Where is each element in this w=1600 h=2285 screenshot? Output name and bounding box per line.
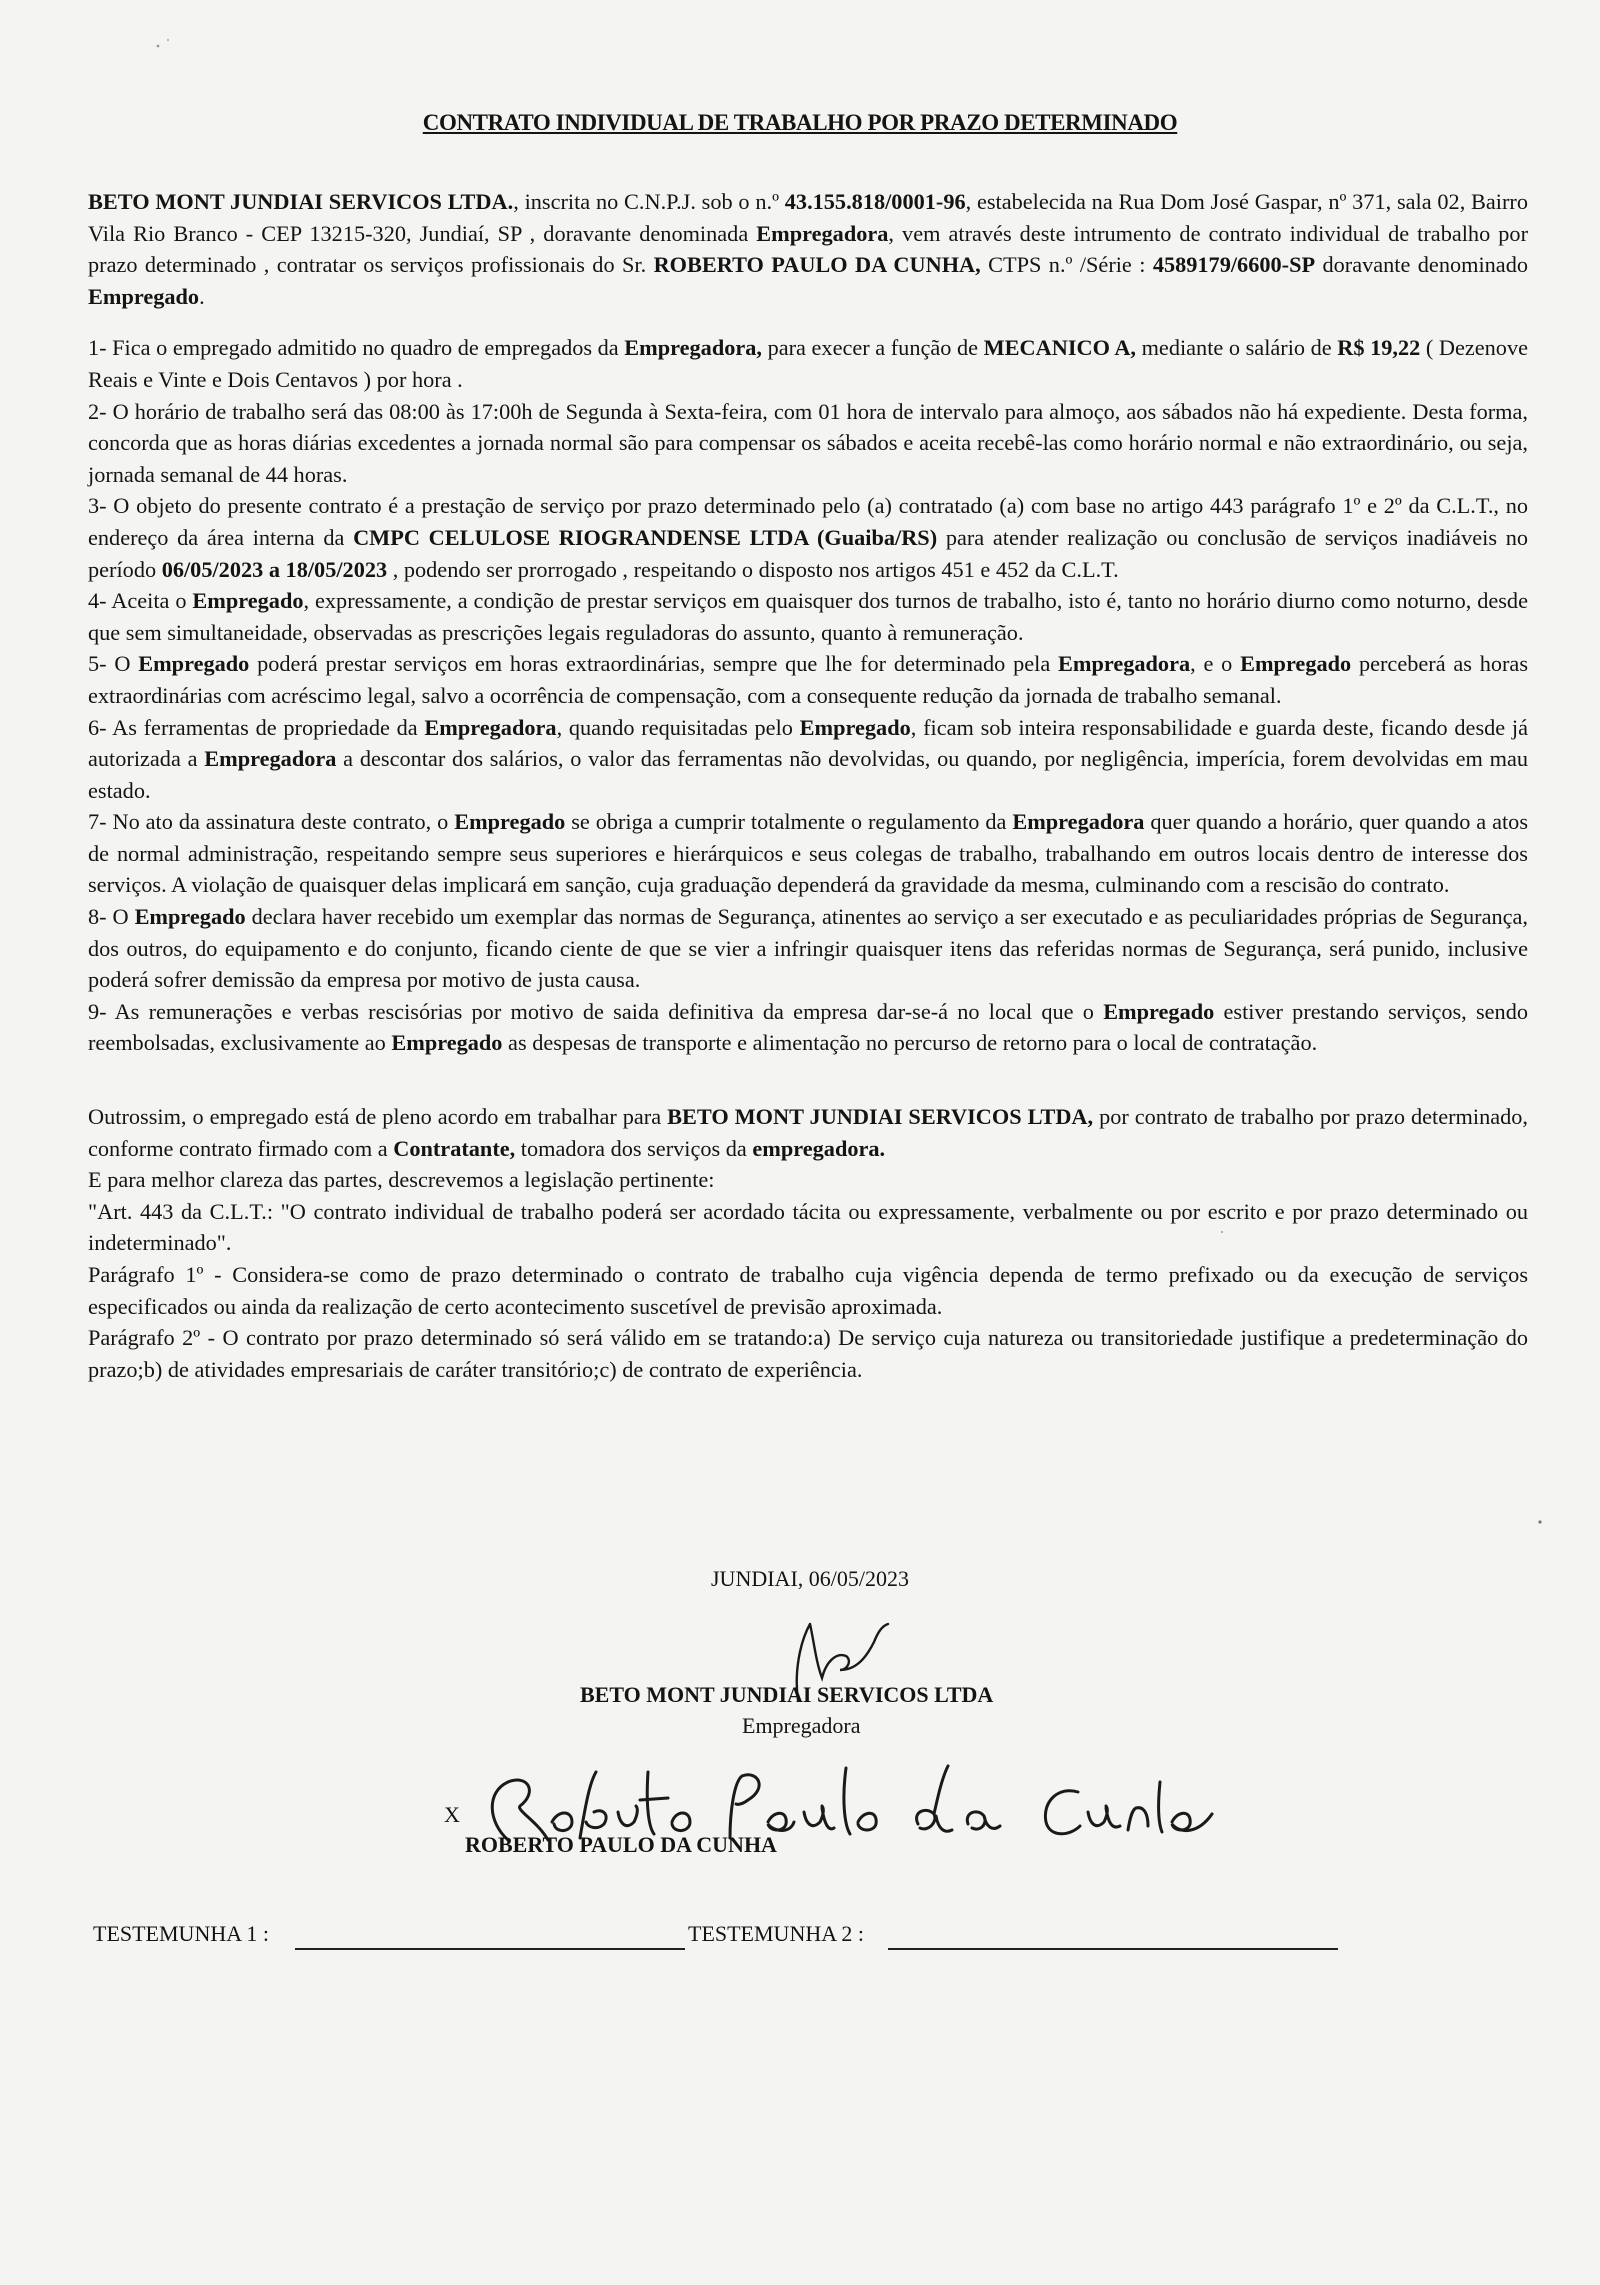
witness-2-label: TESTEMUNHA 2 : [688,1921,864,1946]
clause-1: 1- Fica o empregado admitido no quadro de empregados da Empregadora, para execer a função de MECANICO A, mediante o salário de R$ 19,22 ( Dezenove Reais e Vinte e Dois Centavos ) por hora . [88,335,1529,392]
intro-paragraph: BETO MONT JUNDIAI SERVICOS LTDA., inscrita no C.N.P.J. sob o n.º 43.155.818/0001-96, estabelecida na Rua Dom José Gaspar, nº 371, sala 02, Bairro Vila Rio Branco - CEP 13215-320, Jundiaí, SP , doravante denominada Empregadora, vem através deste intrumento de contrato individual de trabalho por prazo determinado , contratar os serviços profissionais do Sr. ROBERTO PAULO DA CUNHA, CTPS n.º /Série : 4589179/6600-SP doravante denominado Empregado. [88,189,1528,309]
legislation-paragraph-1: Parágrafo 1º - Considera-se como de prazo determinado o contrato de trabalho cuja vigência dependa de termo prefixado ou da execução de serviços especificados ou ainda da realização de certo acontecimento suscetível de previsão aproximada. [88,1262,1528,1319]
contract-body [88,186,1528,1385]
clause-9: 9- As remunerações e verbas rescisórias por motivo de saida definitiva da empresa dar-se-á no local que o Empregado estiver prestando serviços, sendo reembolsadas, exclusivamente ao Empregado as despesas de transporte e alimentação no percurso de retorno para o local de contratação. [88,998,1528,1056]
clause-5: 5- O Empregado poderá prestar serviços em horas extraordinárias, sempre que lhe for determinado pela Empregadora, e o Empregado perceberá as horas extraordinárias com acréscimo legal, salvo a ocorrência de compensação, com a consequente redução da jornada de trabalho semanal. [88,651,1529,708]
witness-1-signature-line [295,1948,685,1950]
signature-x-mark: X [444,1802,460,1827]
closing-paragraph: Outrossim, o empregado está de pleno acordo em trabalhar para BETO MONT JUNDIAI SERVICOS LTDA, por contrato de trabalho por prazo determinado, conforme contrato firmado com a Contratante, tomadora dos serviços da empregadora. [88,1104,1529,1161]
legislation-paragraph-2: Parágrafo 2º - O contrato por prazo determinado só será válido em se tratando:a) De serviço cuja natureza ou transitoriedade justifique a predeterminação do prazo;b) de atividades empresariais de caráter transitório;c) de contrato de experiência. [88,1325,1528,1382]
witness-2-signature-line [888,1948,1338,1950]
legislation-art-443: "Art. 443 da C.L.T.: "O contrato individual de trabalho poderá ser acordado tácita ou expressamente, verbalmente ou por escrito e por prazo determinado ou indeterminado". [88,1198,1528,1256]
employer-company-name: BETO MONT JUNDIAI SERVICOS LTDA [580,1682,994,1707]
clause-7: 7- No ato da assinatura deste contrato, o Empregado se obriga a cumprir totalmente o regulamento da Empregadora quer quando a horário, quer quando a atos de normal administração, respeitando sempre seus superiores e hierárquicos e seus colegas de trabalho, trabalhando em outros locais dentro de interesse dos serviços. A violação de quaisquer delas implicará em sanção, cuja graduação dependerá da gravidade da mesma, culminando com a rescisão do contrato. [88,809,1528,898]
place-date: JUNDIAI, 06/05/2023 [711,1566,909,1591]
employee-name: ROBERTO PAULO DA CUNHA [465,1832,777,1857]
clause-6: 6- As ferramentas de propriedade da Empregadora, quando requisitadas pelo Empregado, ficam sob inteira responsabilidade e guarda deste, ficando desde já autorizada a Empregadora a descontar dos salários, o valor das ferramentas não devolvidas, ou quando, por negligência, imperícia, forem devolvidas em mau estado. [88,714,1529,803]
clause-4: 4- Aceita o Empregado, expressamente, a condição de prestar serviços em quaisquer dos turnos de trabalho, isto é, tanto no horário diurno como noturno, desde que sem simultaneidade, observadas as prescrições legais reguladoras do assunto, quanto à remuneração. [88,588,1528,645]
clause-2: 2- O horário de trabalho será das 08:00 às 17:00h de Segunda à Sexta-feira, com 01 hora de intervalo para almoço, aos sábados não há expediente. Desta forma, concorda que as horas diárias excedentes a jornada normal são para compensar os sábados e aceita recebê-las como horário normal e não extraordinário, ou seja, jornada semanal de 44 horas. [88,398,1528,487]
clause-3: 3- O objeto do presente contrato é a prestação de serviço por prazo determinado pelo (a) contratado (a) com base no artigo 443 parágrafo 1º e 2º da C.L.T., no endereço da área interna da CMPC CELULOSE RIOGRANDENSE LTDA (Guaiba/RS) para atender realização ou conclusão de serviços inadiáveis no período 06/05/2023 a 18/05/2023 , podendo ser prorrogado , respeitando o disposto nos artigos 451 e 452 da C.L.T. [88,493,1528,582]
legislation-intro: E para melhor clareza das partes, descrevemos a legislação pertinente: [88,1167,715,1193]
witness-1-label: TESTEMUNHA 1 : [93,1921,269,1946]
clause-8: 8- O Empregado declara haver recebido um exemplar das normas de Segurança, atinentes ao serviço a ser executado e as peculiaridades próprias de Segurança, dos outros, do equipamento e do conjunto, ficando ciente de que se vier a infringir quaisquer itens das referidas normas de Segurança, será punido, inclusive poderá sofrer demissão da empresa por motivo de justa causa. [88,904,1528,993]
document-title: CONTRATO INDIVIDUAL DE TRABALHO POR PRAZO DETERMINADO [422,110,1178,135]
employer-role-label: Empregadora [742,1713,861,1738]
